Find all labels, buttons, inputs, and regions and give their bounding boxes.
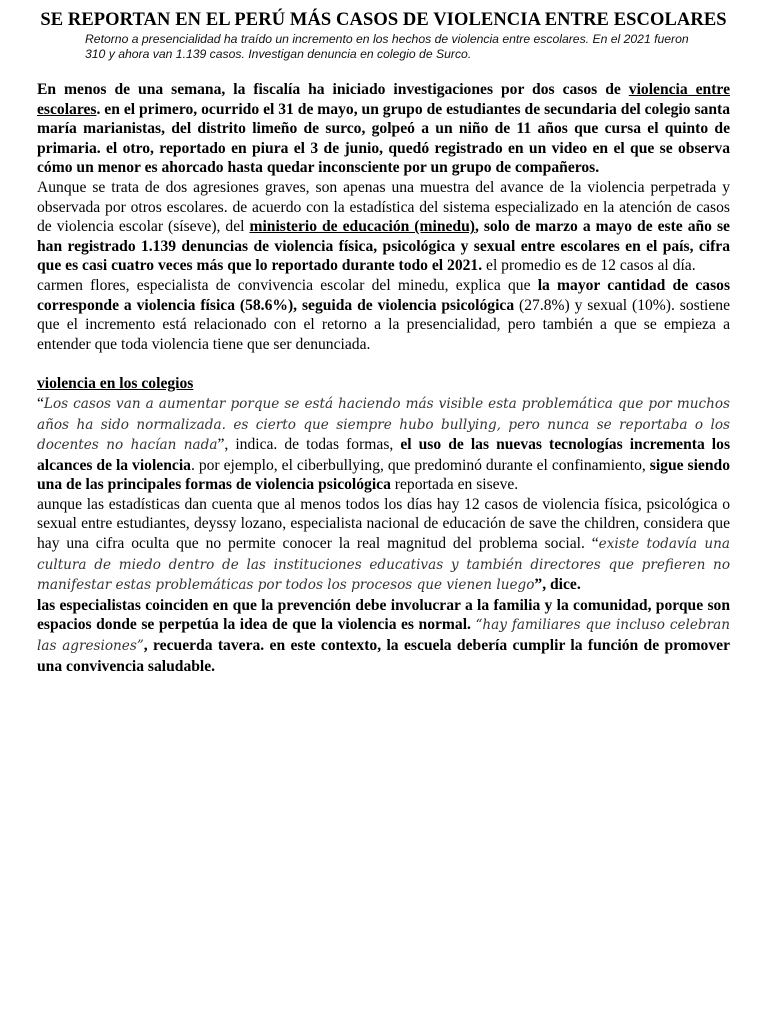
document-page (37, 9, 730, 676)
section-heading: violencia en los colegios (37, 375, 194, 393)
link-ministerio-de-educacion[interactable]: ministerio de educación (minedu) (249, 218, 475, 236)
section-spacer (37, 354, 730, 374)
paragraph-6: las especialistas coinciden en que la prevención debe involucrar a la familia y la comunidad, porque son espacios donde se perpetúa la idea de que la violencia es normal. “hay familiares que incluso celebran las agresiones”, recuerda tavera. en este contexto, la escuela debería cumplir la función de promover una convivencia saludable. (37, 596, 730, 675)
paragraph-4: “Los casos van a aumentar porque se está haciendo más visible esta problemática que por muchos años ha sido normalizada. es cierto que siempre hubo bullying, pero nunca se reportaba o los docentes no hacían nada”, indica. de todas formas, el uso de las nuevas tecnologías incrementa los alcances de la violencia. por ejemplo, el ciberbullying, que predominó durante el confinamiento, sigue siendo una de las principales formas de violencia psicológica reportada en siseve. (37, 394, 731, 494)
quote-2: existe todavía una cultura de miedo dentro de las instituciones educativas y también directores que prefieren no manifestar estas problemáticas por todos los procesos que vienen luego (37, 536, 730, 594)
paragraph-2: Aunque se trata de dos agresiones graves, son apenas una muestra del avance de la violencia perpetrada y observada por otros escolares. de acuerdo con la estadística del sistema especializado en la atención de casos de violencia escolar (síseve), del ministerio de educación (minedu), solo de marzo a mayo de este año se han registrado 1.139 denuncias de violencia física, psicológica y sexual entre escolares en el país, cifra que es casi cuatro veces más que lo reportado durante todo el 2021. el promedio es de 12 casos al día. (37, 178, 730, 275)
article-body (37, 80, 730, 676)
article-title: SE REPORTAN EN EL PERÚ MÁS CASOS DE VIOLENCIA ENTRE ESCOLARES (40, 10, 727, 30)
link-violencia-entre-escolares[interactable]: violencia entre escolares (37, 81, 730, 118)
article-subtitle: Retorno a presencialidad ha traído un incremento en los hechos de violencia entre escolares. En el 2021 fueron 310 y ahora van 1.139 casos. Investigan denuncia en colegio de Surco. (85, 32, 689, 61)
quote-1: Los casos van a aumentar porque se está haciendo más visible esta problemática que por muchos años ha sido normalizada. es cierto que siempre hubo bullying, pero nunca se reportaba o los docentes no hacían nada (37, 395, 730, 454)
quote-3: “hay familiares que incluso celebran las agresiones” (37, 617, 730, 655)
paragraph-3: carmen flores, especialista de convivencia escolar del minedu, explica que la mayor cantidad de casos corresponde a violencia física (58.6%), seguida de violencia psicológica (27.8%) y sexual (10%). sostiene que el incremento está relacionado con el retorno a la presencialidad, pero también a que se empieza a entender que toda violencia tiene que ser denunciada. (37, 276, 731, 353)
paragraph-5: aunque las estadísticas dan cuenta que al menos todos los días hay 12 casos de violencia física, psicológica o sexual entre estudiantes, deyssy lozano, especialista nacional de educación de save the children, considera que hay una cifra oculta que no permite conocer la real magnitud del problema social. “existe todavía una cultura de miedo dentro de las instituciones educativas y también directores que prefieren no manifestar estas problemáticas por todos los procesos que vienen luego”, dice. (37, 495, 730, 594)
paragraph-1: En menos de una semana, la fiscalía ha iniciado investigaciones por dos casos de violencia entre escolares. en el primero, ocurrido el 31 de mayo, un grupo de estudiantes de secundaria del colegio santa maría marianistas, del distrito limeño de surco, golpeó a un niño de 11 años que cursa el quinto de primaria. el otro, reportado en piura el 3 de junio, quedó registrado en un video en el que se observa cómo un menor es ahorcado hasta quedar inconsciente por un grupo de compañeros. (37, 81, 730, 177)
